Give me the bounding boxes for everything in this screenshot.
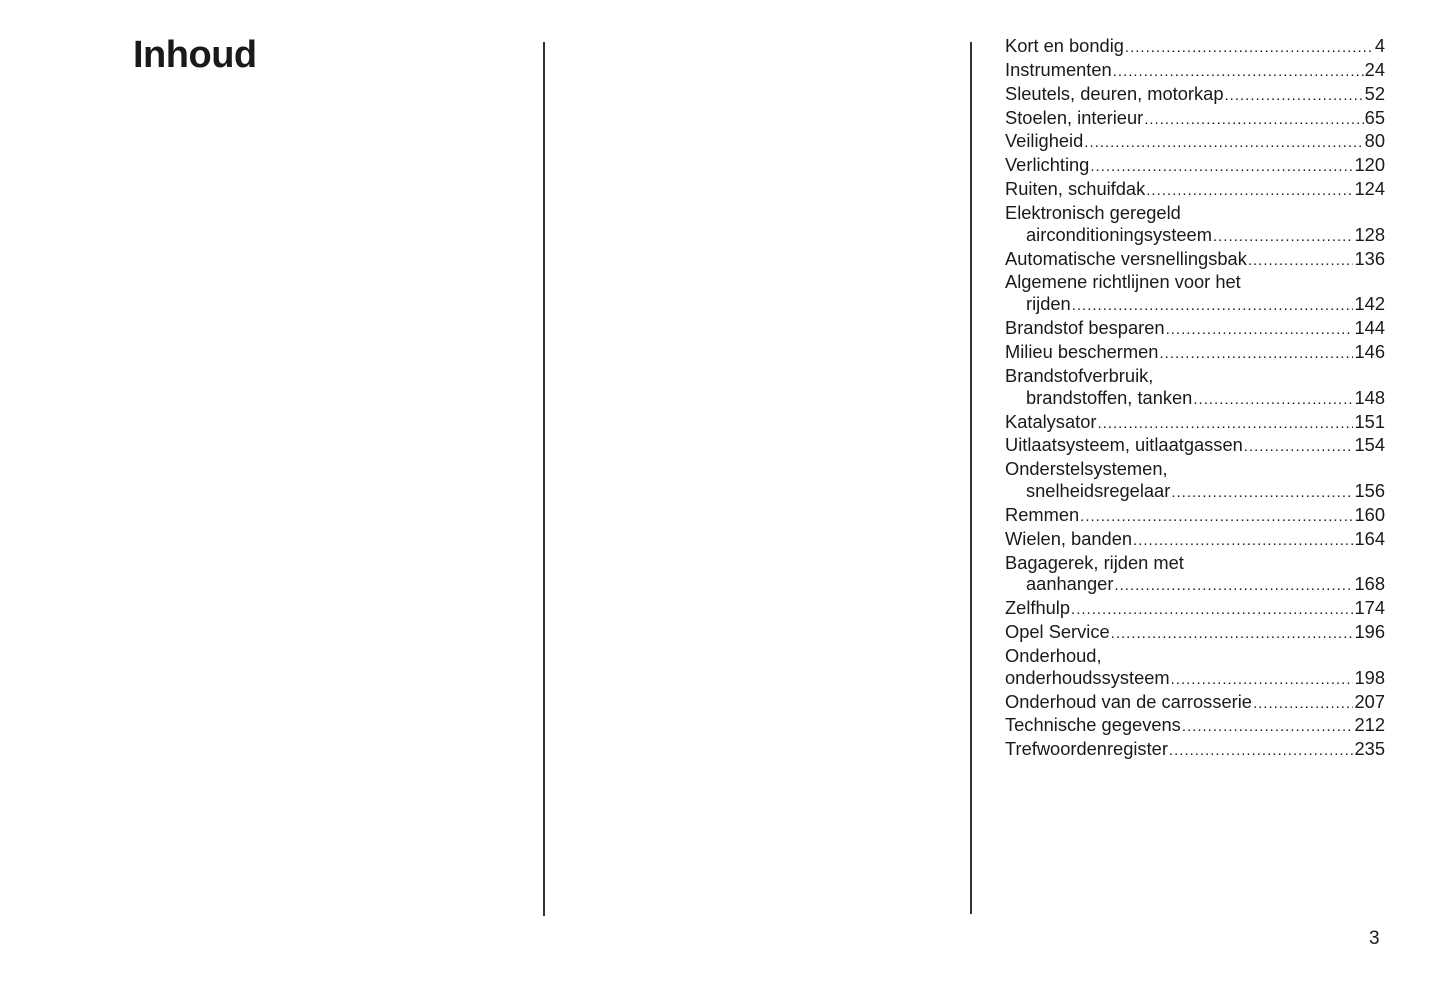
toc-entry-title: Katalysator [1005,410,1097,432]
toc-entry-title: Stoelen, interieur [1005,106,1144,128]
toc-entry-title: Algemene richtlijnen voor het [1005,271,1241,293]
toc-entry [1005,458,1385,504]
toc-entry [1005,107,1385,131]
toc-entry-line [1005,387,1385,411]
dot-leader [1253,693,1354,715]
toc-entry-line [1005,293,1385,317]
dot-leader [1072,295,1354,317]
dot-leader [1159,343,1353,365]
toc-entry-page: 4 [1374,35,1385,56]
toc-entry-line [1005,248,1385,272]
dot-leader [1213,226,1354,248]
dot-leader [1224,85,1363,107]
toc-entry-page: 136 [1354,247,1385,269]
toc-entry-title: airconditioningsysteem [1026,223,1212,245]
toc-entry-page: 142 [1354,293,1385,315]
toc-entry [1005,597,1385,621]
toc-entry [1005,130,1385,154]
dot-leader [1169,740,1354,762]
toc-entry-page: 160 [1354,503,1385,525]
toc-entry-title: rijden [1026,293,1071,315]
dot-leader [1133,530,1353,552]
toc-entry-page: 80 [1364,130,1385,152]
dot-leader [1125,37,1374,59]
toc-entry [1005,154,1385,178]
toc-entry-line [1005,645,1385,667]
dot-leader [1193,389,1353,411]
dot-leader [1166,319,1354,341]
toc-entry-title: snelheidsregelaar [1026,480,1171,502]
dot-leader [1171,482,1353,504]
toc-entry [1005,714,1385,738]
toc-entry-line [1005,59,1385,83]
toc-entry-title: Onderstelsystemen, [1005,458,1168,480]
dot-leader [1111,623,1354,645]
toc-entry [1005,178,1385,202]
toc-entry-title: Remmen [1005,503,1080,525]
toc-entry-line [1005,35,1385,59]
toc-entry-page: 168 [1354,573,1385,595]
toc-entry-line [1005,83,1385,107]
toc-entry-line [1005,691,1385,715]
toc-entry-title: Trefwoordenregister [1005,738,1168,760]
toc-entry-page: 196 [1354,621,1385,643]
toc-entry-line [1005,597,1385,621]
toc-entry-page: 124 [1354,178,1385,200]
dot-leader [1090,156,1353,178]
dot-leader [1182,716,1354,738]
toc-entry-line [1005,317,1385,341]
dot-leader [1248,250,1354,272]
toc-entry [1005,271,1385,317]
toc-entry-page: 164 [1354,527,1385,549]
toc-entry [1005,341,1385,365]
toc-entry-title: Zelfhulp [1005,597,1071,619]
toc-entry-title: Ruiten, schuifdak [1005,178,1146,200]
dot-leader [1084,132,1363,154]
toc-entry-line [1005,667,1385,691]
toc-entry [1005,621,1385,645]
toc-entry-title: Elektronisch geregeld [1005,201,1181,223]
dot-leader [1097,413,1353,435]
toc-entry-line [1005,573,1385,597]
toc-entry-page: 128 [1354,223,1385,245]
toc-entry-page: 24 [1364,58,1385,80]
toc-entry-title: Brandstofverbruik, [1005,364,1154,386]
toc-entry-line [1005,202,1385,224]
toc-entry-title: brandstoffen, tanken [1026,386,1193,408]
toc-entry-title: Onderhoud, [1005,644,1102,666]
toc-entry-title: Brandstof besparen [1005,317,1165,339]
toc-entry-line [1005,714,1385,738]
toc-entry-page: 154 [1354,434,1385,456]
dot-leader [1071,599,1353,621]
toc-entry-line [1005,552,1385,574]
toc-entry-line [1005,130,1385,154]
toc-entry-page: 156 [1354,480,1385,502]
toc-entry [1005,35,1385,59]
toc-entry-title: Opel Service [1005,621,1110,643]
toc-entry [1005,83,1385,107]
toc-entry-line [1005,504,1385,528]
toc-entry-page: 198 [1354,666,1385,688]
toc-entry [1005,645,1385,691]
toc-entry [1005,317,1385,341]
toc-entry-title: Onderhoud van de carrosserie [1005,690,1252,712]
toc-entry-page: 146 [1354,340,1385,362]
toc-entry-line [1005,271,1385,293]
dot-leader [1146,180,1353,202]
toc-entry-page: 212 [1354,714,1385,736]
dot-leader [1171,669,1354,691]
page-number: 3 [1369,928,1380,949]
toc-entry [1005,738,1385,762]
toc-entry [1005,202,1385,248]
toc-entry [1005,528,1385,552]
toc-entry-line [1005,341,1385,365]
toc-entry-line [1005,178,1385,202]
toc-entry-line [1005,107,1385,131]
toc-entry-title: Wielen, banden [1005,527,1133,549]
toc-entry [1005,411,1385,435]
toc-entry-title: aanhanger [1026,573,1114,595]
toc-entry-line [1005,458,1385,480]
toc-entry-title: Bagagerek, rijden met [1005,551,1184,573]
toc-entry-title: Instrumenten [1005,58,1112,80]
toc-entry-title: Technische gegevens [1005,714,1181,736]
toc-entry-page: 151 [1354,410,1385,432]
toc-entry-page: 52 [1364,82,1385,104]
dot-leader [1080,506,1353,528]
toc-entry [1005,504,1385,528]
dot-leader [1244,436,1354,458]
toc-entry-title: Verlichting [1005,154,1090,176]
toc-entry-title: Uitlaatsysteem, uitlaatgassen [1005,434,1243,456]
toc-entry-line [1005,480,1385,504]
toc-entry-page: 144 [1354,317,1385,339]
toc-entry-title: Veiligheid [1005,130,1084,152]
toc-entry [1005,552,1385,598]
toc-entry [1005,434,1385,458]
toc-entry [1005,248,1385,272]
toc-entry-line [1005,411,1385,435]
dot-leader [1144,109,1363,131]
toc-entry-line [1005,434,1385,458]
toc-entry-page: 174 [1354,597,1385,619]
toc-entry-page: 235 [1354,738,1385,760]
dot-leader [1114,575,1353,597]
toc-entry-title: Kort en bondig [1005,35,1124,56]
column-divider-right [970,42,972,914]
toc-entry-line [1005,621,1385,645]
toc-entry-page: 207 [1354,690,1385,712]
toc-entry-line [1005,528,1385,552]
table-of-contents [1005,35,1385,762]
toc-entry-page: 148 [1354,386,1385,408]
toc-entry-line [1005,365,1385,387]
toc-entry [1005,691,1385,715]
toc-entry-page: 65 [1364,106,1385,128]
column-divider-left [543,42,545,916]
toc-entry-title: Automatische versnellingsbak [1005,247,1247,269]
toc-entry [1005,59,1385,83]
toc-entry-title: onderhoudssysteem [1005,666,1170,688]
toc-entry-line [1005,154,1385,178]
toc-entry-title: Milieu beschermen [1005,340,1159,362]
dot-leader [1113,61,1364,83]
toc-entry-page: 120 [1354,154,1385,176]
toc-entry-line [1005,224,1385,248]
toc-entry-line [1005,738,1385,762]
page-title: Inhoud [133,34,257,76]
toc-entry [1005,365,1385,411]
toc-entry-title: Sleutels, deuren, motorkap [1005,82,1224,104]
